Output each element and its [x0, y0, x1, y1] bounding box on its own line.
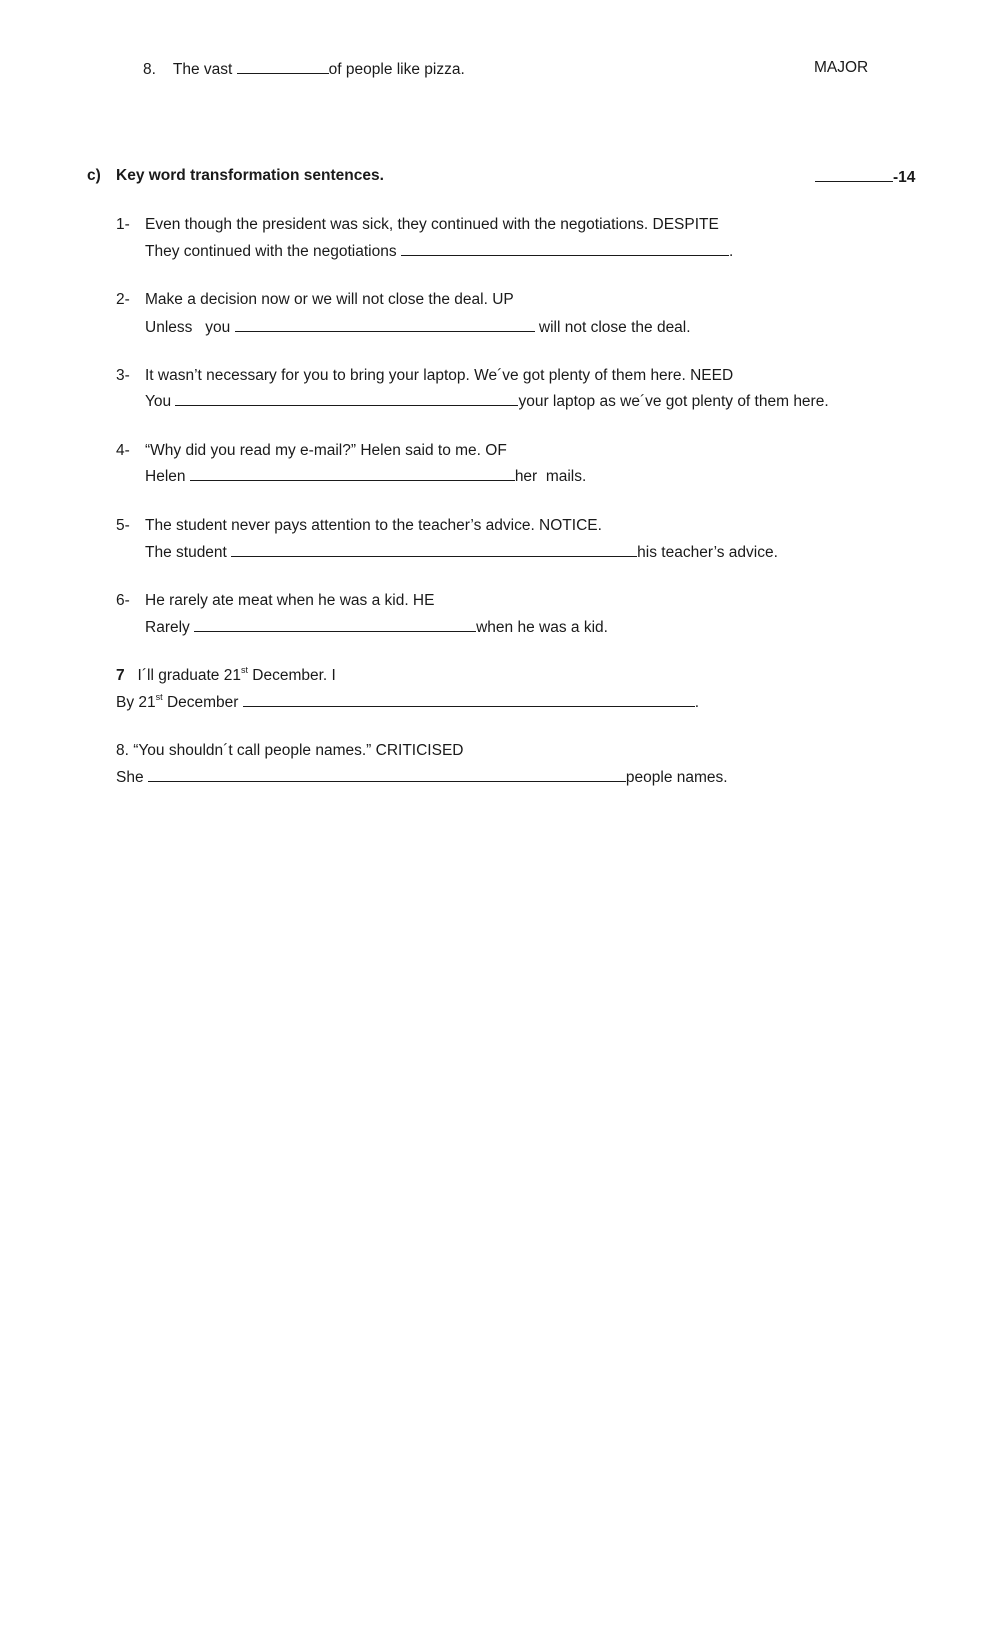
score-suffix: -14 — [893, 169, 916, 186]
answer-blank[interactable] — [235, 316, 535, 332]
item-8-answer — [116, 766, 728, 788]
item-4-answer — [145, 465, 586, 487]
answer-blank[interactable] — [231, 541, 637, 557]
section-score — [815, 166, 915, 188]
answer-sup: st — [155, 691, 163, 702]
item-7-answer — [116, 691, 699, 713]
answer-blank[interactable] — [148, 766, 626, 782]
item-1-prompt: Even though the president was sick, they continued with the negotiations. DESPITE — [145, 216, 719, 233]
top-item-8 — [143, 58, 465, 80]
item-7-number: 7 — [116, 667, 125, 684]
item-6-prompt: He rarely ate meat when he was a kid. HE — [145, 592, 435, 609]
item-6-answer — [145, 616, 608, 638]
item-3-prompt: It wasn’t necessary for you to bring your laptop. We´ve got plenty of them here. NEED — [145, 367, 734, 384]
section-title: Key word transformation sentences. — [116, 167, 384, 184]
item-text-before: The vast — [172, 61, 233, 78]
answer-before: Unless you — [145, 319, 231, 336]
item-7-prompt-sup: st — [240, 664, 248, 675]
answer-after: your laptop as we´ve got plenty of them here. — [518, 393, 829, 410]
item-text-after: of people like pizza. — [328, 61, 465, 78]
item-4-prompt: “Why did you read my e-mail?” Helen said to me. OF — [145, 442, 507, 459]
answer-before: The student — [145, 544, 227, 561]
answer-before: They continued with the negotiations — [145, 243, 397, 260]
answer-after: when he was a kid. — [476, 619, 608, 636]
answer-after: . — [728, 243, 734, 260]
item-number: 8. — [143, 61, 156, 78]
answer-before: You — [145, 393, 172, 410]
item-4-number: 4- — [116, 442, 130, 459]
item-1-answer — [145, 240, 733, 262]
answer-mid: December — [162, 694, 239, 711]
item-1-number: 1- — [116, 216, 130, 233]
answer-before: By 21 — [116, 694, 156, 711]
item-5-answer — [145, 541, 778, 563]
score-blank[interactable] — [815, 166, 893, 182]
item-3-answer — [145, 390, 829, 412]
answer-before: She — [116, 769, 144, 786]
item-7-prompt-after: December. I — [247, 667, 336, 684]
item-5-prompt: The student never pays attention to the teacher’s advice. NOTICE. — [145, 517, 602, 534]
answer-blank[interactable] — [190, 465, 515, 481]
item-2-answer — [145, 316, 691, 338]
answer-blank[interactable] — [194, 616, 476, 632]
item-8-prompt: 8. “You shouldn´t call people names.” CRITICISED — [116, 742, 464, 759]
item-7-prompt-before: I´ll graduate 21 — [137, 667, 241, 684]
item-7-prompt-line — [116, 666, 336, 686]
item-2-number: 2- — [116, 291, 130, 308]
answer-after: his teacher’s advice. — [637, 544, 778, 561]
section-label: c) — [87, 167, 101, 184]
answer-before: Helen — [145, 468, 186, 485]
item-2-prompt: Make a decision now or we will not close the deal. UP — [145, 291, 514, 308]
answer-after: will not close the deal. — [534, 319, 691, 336]
item-6-number: 6- — [116, 592, 130, 609]
item-3-number: 3- — [116, 367, 130, 384]
answer-blank[interactable] — [237, 58, 329, 74]
answer-before: Rarely — [145, 619, 190, 636]
answer-after: people names. — [625, 769, 728, 786]
keyword-major: MAJOR — [814, 59, 869, 76]
answer-after: . — [694, 694, 700, 711]
answer-blank[interactable] — [243, 691, 695, 707]
item-5-number: 5- — [116, 517, 130, 534]
answer-blank[interactable] — [175, 390, 518, 406]
answer-blank[interactable] — [401, 240, 729, 256]
answer-after: her mails. — [514, 468, 587, 485]
